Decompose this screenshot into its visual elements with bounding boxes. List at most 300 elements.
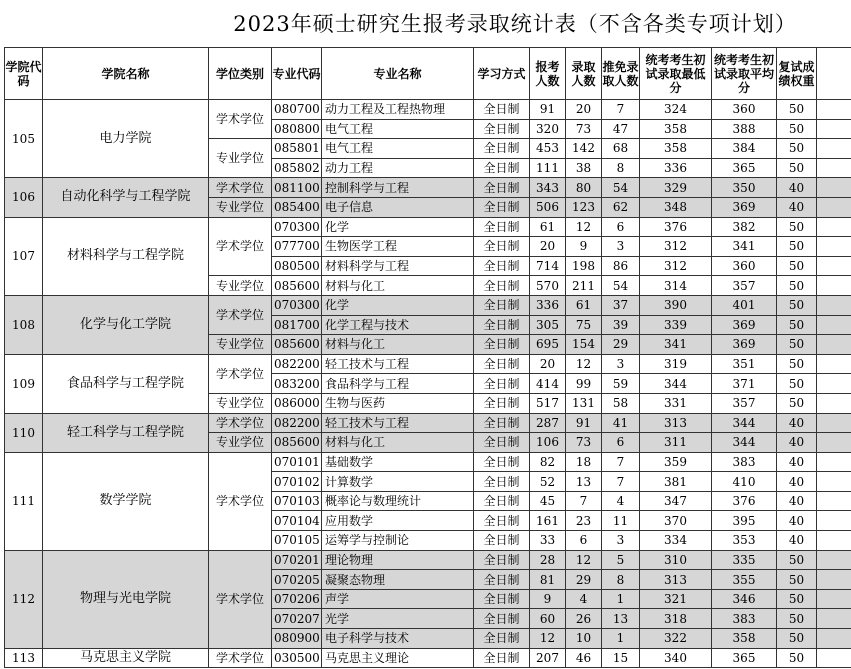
avg-score-cell: 346 bbox=[712, 589, 777, 609]
exempt-cell: 47 bbox=[602, 119, 640, 139]
college-code-cell: 107 bbox=[5, 217, 43, 295]
header-row bbox=[5, 48, 851, 100]
exempt-cell: 1 bbox=[602, 629, 640, 649]
exempt-cell: 6 bbox=[602, 433, 640, 453]
min-score-cell: 329 bbox=[640, 178, 712, 198]
study-mode-cell: 全日制 bbox=[474, 609, 530, 629]
avg-score-cell: 383 bbox=[712, 609, 777, 629]
major-code-cell: 070102 bbox=[272, 472, 322, 492]
avg-score-cell: 383 bbox=[712, 452, 777, 472]
avg-score-cell: 358 bbox=[712, 629, 777, 649]
exempt-cell: 7 bbox=[602, 452, 640, 472]
major-name-cell: 化学 bbox=[322, 295, 474, 315]
extra-cell bbox=[817, 100, 851, 120]
exempt-cell: 3 bbox=[602, 354, 640, 374]
degree-type-cell: 专业学位 bbox=[209, 197, 272, 217]
major-code-cell: 070205 bbox=[272, 570, 322, 590]
extra-cell bbox=[817, 629, 851, 649]
extra-cell bbox=[817, 531, 851, 551]
college-name-cell: 电力学院 bbox=[43, 100, 209, 178]
exempt-cell: 6 bbox=[602, 217, 640, 237]
extra-cell bbox=[817, 119, 851, 139]
major-code-cell: 070300 bbox=[272, 295, 322, 315]
avg-score-cell: 357 bbox=[712, 276, 777, 296]
study-mode-cell: 全日制 bbox=[474, 295, 530, 315]
major-code-cell: 070101 bbox=[272, 452, 322, 472]
applicants-cell: 61 bbox=[530, 217, 566, 237]
exempt-cell: 68 bbox=[602, 139, 640, 159]
exempt-cell: 62 bbox=[602, 197, 640, 217]
table-row bbox=[5, 648, 851, 668]
retest-weight-cell: 50 bbox=[777, 609, 817, 629]
admitted-cell: 46 bbox=[566, 648, 602, 668]
degree-type-cell: 学术学位 bbox=[209, 217, 272, 276]
major-name-cell: 材料与化工 bbox=[322, 433, 474, 453]
study-mode-cell: 全日制 bbox=[474, 237, 530, 257]
min-score-cell: 321 bbox=[640, 589, 712, 609]
major-code-cell: 083200 bbox=[272, 374, 322, 394]
avg-score-cell: 351 bbox=[712, 354, 777, 374]
extra-cell bbox=[817, 393, 851, 413]
study-mode-cell: 全日制 bbox=[474, 178, 530, 198]
exempt-cell: 86 bbox=[602, 256, 640, 276]
extra-cell bbox=[817, 256, 851, 276]
avg-score-cell: 384 bbox=[712, 139, 777, 159]
table-row bbox=[5, 452, 851, 472]
study-mode-cell: 全日制 bbox=[474, 393, 530, 413]
applicants-cell: 33 bbox=[530, 531, 566, 551]
college-code-cell: 112 bbox=[5, 550, 43, 648]
header-major-name: 专业名称 bbox=[322, 48, 474, 100]
exempt-cell: 4 bbox=[602, 491, 640, 511]
study-mode-cell: 全日制 bbox=[474, 315, 530, 335]
degree-type-cell: 专业学位 bbox=[209, 139, 272, 178]
min-score-cell: 310 bbox=[640, 550, 712, 570]
applicants-cell: 453 bbox=[530, 139, 566, 159]
header-college-name: 学院名称 bbox=[43, 48, 209, 100]
study-mode-cell: 全日制 bbox=[474, 472, 530, 492]
min-score-cell: 381 bbox=[640, 472, 712, 492]
major-name-cell: 电子信息 bbox=[322, 197, 474, 217]
avg-score-cell: 382 bbox=[712, 217, 777, 237]
college-name-cell: 物理与光电学院 bbox=[43, 550, 209, 648]
college-name-cell: 自动化科学与工程学院 bbox=[43, 178, 209, 217]
study-mode-cell: 全日制 bbox=[474, 374, 530, 394]
exempt-cell: 39 bbox=[602, 315, 640, 335]
admitted-cell: 198 bbox=[566, 256, 602, 276]
major-code-cell: 085801 bbox=[272, 139, 322, 159]
header-applicants: 报考人数 bbox=[530, 48, 566, 100]
college-code-cell: 108 bbox=[5, 295, 43, 354]
table-row bbox=[5, 178, 851, 198]
header-retest-weight: 复试成绩权重 bbox=[777, 48, 817, 100]
major-code-cell: 082200 bbox=[272, 413, 322, 433]
major-name-cell: 概率论与数理统计 bbox=[322, 491, 474, 511]
major-code-cell: 085600 bbox=[272, 335, 322, 355]
major-name-cell: 生物医学工程 bbox=[322, 237, 474, 257]
college-name-cell: 数学学院 bbox=[43, 452, 209, 550]
degree-type-cell: 专业学位 bbox=[209, 276, 272, 296]
avg-score-cell: 357 bbox=[712, 393, 777, 413]
min-score-cell: 319 bbox=[640, 354, 712, 374]
retest-weight-cell: 50 bbox=[777, 629, 817, 649]
major-code-cell: 080900 bbox=[272, 629, 322, 649]
major-name-cell: 计算数学 bbox=[322, 472, 474, 492]
admitted-cell: 142 bbox=[566, 139, 602, 159]
major-code-cell: 070300 bbox=[272, 217, 322, 237]
exempt-cell: 58 bbox=[602, 393, 640, 413]
major-code-cell: 070104 bbox=[272, 511, 322, 531]
major-name-cell: 化学工程与技术 bbox=[322, 315, 474, 335]
major-name-cell: 材料科学与工程 bbox=[322, 256, 474, 276]
header-college-code: 学院代码 bbox=[5, 48, 43, 100]
admitted-cell: 13 bbox=[566, 472, 602, 492]
college-code-cell: 111 bbox=[5, 452, 43, 550]
retest-weight-cell: 50 bbox=[777, 335, 817, 355]
major-code-cell: 070105 bbox=[272, 531, 322, 551]
study-mode-cell: 全日制 bbox=[474, 491, 530, 511]
retest-weight-cell: 50 bbox=[777, 393, 817, 413]
avg-score-cell: 353 bbox=[712, 531, 777, 551]
avg-score-cell: 369 bbox=[712, 315, 777, 335]
avg-score-cell: 335 bbox=[712, 550, 777, 570]
applicants-cell: 343 bbox=[530, 178, 566, 198]
min-score-cell: 318 bbox=[640, 609, 712, 629]
extra-cell bbox=[817, 648, 851, 668]
degree-type-cell: 专业学位 bbox=[209, 335, 272, 355]
min-score-cell: 312 bbox=[640, 256, 712, 276]
admitted-cell: 23 bbox=[566, 511, 602, 531]
admitted-cell: 12 bbox=[566, 354, 602, 374]
major-name-cell: 应用数学 bbox=[322, 511, 474, 531]
min-score-cell: 322 bbox=[640, 629, 712, 649]
major-code-cell: 077700 bbox=[272, 237, 322, 257]
major-name-cell: 马克思主义理论 bbox=[322, 648, 474, 668]
retest-weight-cell: 50 bbox=[777, 570, 817, 590]
min-score-cell: 324 bbox=[640, 100, 712, 120]
avg-score-cell: 395 bbox=[712, 511, 777, 531]
extra-cell bbox=[817, 491, 851, 511]
applicants-cell: 714 bbox=[530, 256, 566, 276]
major-name-cell: 电气工程 bbox=[322, 119, 474, 139]
admitted-cell: 9 bbox=[566, 237, 602, 257]
min-score-cell: 358 bbox=[640, 119, 712, 139]
extra-cell bbox=[817, 511, 851, 531]
extra-cell bbox=[817, 354, 851, 374]
exempt-cell: 3 bbox=[602, 531, 640, 551]
min-score-cell: 348 bbox=[640, 197, 712, 217]
avg-score-cell: 365 bbox=[712, 158, 777, 178]
applicants-cell: 28 bbox=[530, 550, 566, 570]
header-exempt: 推免录取人数 bbox=[602, 48, 640, 100]
admitted-cell: 131 bbox=[566, 393, 602, 413]
major-code-cell: 080700 bbox=[272, 100, 322, 120]
table-row bbox=[5, 217, 851, 237]
min-score-cell: 341 bbox=[640, 335, 712, 355]
avg-score-cell: 369 bbox=[712, 197, 777, 217]
college-name-cell: 食品科学与工程学院 bbox=[43, 354, 209, 413]
major-name-cell: 运筹学与控制论 bbox=[322, 531, 474, 551]
major-name-cell: 电气工程 bbox=[322, 139, 474, 159]
admitted-cell: 75 bbox=[566, 315, 602, 335]
avg-score-cell: 360 bbox=[712, 256, 777, 276]
min-score-cell: 340 bbox=[640, 648, 712, 668]
exempt-cell: 54 bbox=[602, 178, 640, 198]
applicants-cell: 570 bbox=[530, 276, 566, 296]
avg-score-cell: 376 bbox=[712, 491, 777, 511]
min-score-cell: 347 bbox=[640, 491, 712, 511]
applicants-cell: 695 bbox=[530, 335, 566, 355]
applicants-cell: 336 bbox=[530, 295, 566, 315]
major-code-cell: 086000 bbox=[272, 393, 322, 413]
extra-cell bbox=[817, 452, 851, 472]
retest-weight-cell: 40 bbox=[777, 413, 817, 433]
major-code-cell: 070103 bbox=[272, 491, 322, 511]
min-score-cell: 339 bbox=[640, 315, 712, 335]
study-mode-cell: 全日制 bbox=[474, 648, 530, 668]
retest-weight-cell: 50 bbox=[777, 139, 817, 159]
avg-score-cell: 355 bbox=[712, 570, 777, 590]
applicants-cell: 506 bbox=[530, 197, 566, 217]
retest-weight-cell: 40 bbox=[777, 452, 817, 472]
applicants-cell: 517 bbox=[530, 393, 566, 413]
study-mode-cell: 全日制 bbox=[474, 550, 530, 570]
applicants-cell: 305 bbox=[530, 315, 566, 335]
avg-score-cell: 344 bbox=[712, 433, 777, 453]
study-mode-cell: 全日制 bbox=[474, 276, 530, 296]
major-name-cell: 材料与化工 bbox=[322, 276, 474, 296]
degree-type-cell: 学术学位 bbox=[209, 452, 272, 550]
college-name-cell: 轻工科学与工程学院 bbox=[43, 413, 209, 452]
retest-weight-cell: 50 bbox=[777, 256, 817, 276]
applicants-cell: 82 bbox=[530, 452, 566, 472]
applicants-cell: 414 bbox=[530, 374, 566, 394]
college-name-cell: 材料科学与工程学院 bbox=[43, 217, 209, 295]
applicants-cell: 91 bbox=[530, 100, 566, 120]
admitted-cell: 61 bbox=[566, 295, 602, 315]
table-row bbox=[5, 550, 851, 570]
retest-weight-cell: 50 bbox=[777, 589, 817, 609]
exempt-cell: 41 bbox=[602, 413, 640, 433]
extra-cell bbox=[817, 335, 851, 355]
header-min-score: 统考考生初试录取最低分 bbox=[640, 48, 712, 100]
exempt-cell: 54 bbox=[602, 276, 640, 296]
admitted-cell: 211 bbox=[566, 276, 602, 296]
min-score-cell: 311 bbox=[640, 433, 712, 453]
retest-weight-cell: 40 bbox=[777, 178, 817, 198]
college-name-cell: 马克思主义学院 bbox=[43, 648, 209, 668]
admitted-cell: 12 bbox=[566, 550, 602, 570]
study-mode-cell: 全日制 bbox=[474, 511, 530, 531]
study-mode-cell: 全日制 bbox=[474, 354, 530, 374]
admitted-cell: 20 bbox=[566, 100, 602, 120]
major-code-cell: 085400 bbox=[272, 197, 322, 217]
applicants-cell: 320 bbox=[530, 119, 566, 139]
study-mode-cell: 全日制 bbox=[474, 217, 530, 237]
admitted-cell: 91 bbox=[566, 413, 602, 433]
min-score-cell: 376 bbox=[640, 217, 712, 237]
major-name-cell: 理论物理 bbox=[322, 550, 474, 570]
college-code-cell: 113 bbox=[5, 648, 43, 668]
min-score-cell: 358 bbox=[640, 139, 712, 159]
admitted-cell: 154 bbox=[566, 335, 602, 355]
extra-cell bbox=[817, 374, 851, 394]
table-row bbox=[5, 354, 851, 374]
degree-type-cell: 专业学位 bbox=[209, 433, 272, 453]
college-code-cell: 105 bbox=[5, 100, 43, 178]
major-name-cell: 控制科学与工程 bbox=[322, 178, 474, 198]
degree-type-cell: 专业学位 bbox=[209, 393, 272, 413]
college-code-cell: 109 bbox=[5, 354, 43, 413]
major-code-cell: 081700 bbox=[272, 315, 322, 335]
college-code-cell: 106 bbox=[5, 178, 43, 217]
exempt-cell: 7 bbox=[602, 472, 640, 492]
page-title: 2023年硕士研究生报考录取统计表（不含各类专项计划） bbox=[233, 12, 797, 36]
study-mode-cell: 全日制 bbox=[474, 589, 530, 609]
major-code-cell: 070206 bbox=[272, 589, 322, 609]
admitted-cell: 80 bbox=[566, 178, 602, 198]
extra-cell bbox=[817, 237, 851, 257]
exempt-cell: 11 bbox=[602, 511, 640, 531]
avg-score-cell: 401 bbox=[712, 295, 777, 315]
min-score-cell: 313 bbox=[640, 570, 712, 590]
retest-weight-cell: 50 bbox=[777, 100, 817, 120]
extra-cell bbox=[817, 570, 851, 590]
exempt-cell: 8 bbox=[602, 570, 640, 590]
extra-cell bbox=[817, 472, 851, 492]
extra-cell bbox=[817, 276, 851, 296]
admitted-cell: 6 bbox=[566, 531, 602, 551]
study-mode-cell: 全日制 bbox=[474, 100, 530, 120]
major-code-cell: 082200 bbox=[272, 354, 322, 374]
retest-weight-cell: 40 bbox=[777, 433, 817, 453]
avg-score-cell: 410 bbox=[712, 472, 777, 492]
major-code-cell: 030500 bbox=[272, 648, 322, 668]
admitted-cell: 123 bbox=[566, 197, 602, 217]
retest-weight-cell: 50 bbox=[777, 276, 817, 296]
table-row bbox=[5, 413, 851, 433]
degree-type-cell: 学术学位 bbox=[209, 354, 272, 393]
exempt-cell: 13 bbox=[602, 609, 640, 629]
retest-weight-cell: 50 bbox=[777, 158, 817, 178]
college-code-cell: 110 bbox=[5, 413, 43, 452]
min-score-cell: 336 bbox=[640, 158, 712, 178]
admitted-cell: 12 bbox=[566, 217, 602, 237]
min-score-cell: 313 bbox=[640, 413, 712, 433]
retest-weight-cell: 40 bbox=[777, 491, 817, 511]
extra-cell bbox=[817, 139, 851, 159]
major-name-cell: 轻工技术与工程 bbox=[322, 354, 474, 374]
extra-cell bbox=[817, 589, 851, 609]
degree-type-cell: 学术学位 bbox=[209, 178, 272, 198]
study-mode-cell: 全日制 bbox=[474, 197, 530, 217]
study-mode-cell: 全日制 bbox=[474, 139, 530, 159]
admitted-cell: 26 bbox=[566, 609, 602, 629]
admitted-cell: 73 bbox=[566, 433, 602, 453]
applicants-cell: 106 bbox=[530, 433, 566, 453]
retest-weight-cell: 50 bbox=[777, 217, 817, 237]
retest-weight-cell: 50 bbox=[777, 648, 817, 668]
major-name-cell: 基础数学 bbox=[322, 452, 474, 472]
degree-type-cell: 学术学位 bbox=[209, 413, 272, 433]
retest-weight-cell: 40 bbox=[777, 531, 817, 551]
major-name-cell: 动力工程及工程热物理 bbox=[322, 100, 474, 120]
retest-weight-cell: 50 bbox=[777, 374, 817, 394]
avg-score-cell: 344 bbox=[712, 413, 777, 433]
extra-cell bbox=[817, 433, 851, 453]
study-mode-cell: 全日制 bbox=[474, 256, 530, 276]
header-avg-score: 统考考生初试录取平均分 bbox=[712, 48, 777, 100]
retest-weight-cell: 40 bbox=[777, 511, 817, 531]
extra-cell bbox=[817, 413, 851, 433]
exempt-cell: 1 bbox=[602, 589, 640, 609]
study-mode-cell: 全日制 bbox=[474, 119, 530, 139]
degree-type-cell: 学术学位 bbox=[209, 100, 272, 139]
admitted-cell: 18 bbox=[566, 452, 602, 472]
major-code-cell: 085802 bbox=[272, 158, 322, 178]
extra-cell bbox=[817, 197, 851, 217]
header-extra bbox=[817, 48, 851, 100]
applicants-cell: 45 bbox=[530, 491, 566, 511]
applicants-cell: 12 bbox=[530, 629, 566, 649]
avg-score-cell: 369 bbox=[712, 335, 777, 355]
applicants-cell: 287 bbox=[530, 413, 566, 433]
admitted-cell: 29 bbox=[566, 570, 602, 590]
exempt-cell: 3 bbox=[602, 237, 640, 257]
avg-score-cell: 350 bbox=[712, 178, 777, 198]
college-name-cell: 化学与化工学院 bbox=[43, 295, 209, 354]
extra-cell bbox=[817, 178, 851, 198]
exempt-cell: 37 bbox=[602, 295, 640, 315]
header-study-mode: 学习方式 bbox=[474, 48, 530, 100]
min-score-cell: 390 bbox=[640, 295, 712, 315]
header-major-code: 专业代码 bbox=[272, 48, 322, 100]
major-code-cell: 080500 bbox=[272, 256, 322, 276]
exempt-cell: 8 bbox=[602, 158, 640, 178]
study-mode-cell: 全日制 bbox=[474, 452, 530, 472]
study-mode-cell: 全日制 bbox=[474, 629, 530, 649]
applicants-cell: 20 bbox=[530, 237, 566, 257]
retest-weight-cell: 50 bbox=[777, 354, 817, 374]
extra-cell bbox=[817, 550, 851, 570]
major-code-cell: 085600 bbox=[272, 433, 322, 453]
major-name-cell: 生物与医药 bbox=[322, 393, 474, 413]
retest-weight-cell: 50 bbox=[777, 550, 817, 570]
retest-weight-cell: 50 bbox=[777, 315, 817, 335]
retest-weight-cell: 50 bbox=[777, 237, 817, 257]
major-name-cell: 材料与化工 bbox=[322, 335, 474, 355]
retest-weight-cell: 50 bbox=[777, 119, 817, 139]
exempt-cell: 29 bbox=[602, 335, 640, 355]
major-code-cell: 080800 bbox=[272, 119, 322, 139]
degree-type-cell: 学术学位 bbox=[209, 295, 272, 334]
major-name-cell: 电子科学与技术 bbox=[322, 629, 474, 649]
min-score-cell: 312 bbox=[640, 237, 712, 257]
extra-cell bbox=[817, 158, 851, 178]
degree-type-cell: 学术学位 bbox=[209, 550, 272, 648]
study-mode-cell: 全日制 bbox=[474, 335, 530, 355]
header-admitted: 录取人数 bbox=[566, 48, 602, 100]
table-row bbox=[5, 100, 851, 120]
admitted-cell: 10 bbox=[566, 629, 602, 649]
admitted-cell: 99 bbox=[566, 374, 602, 394]
applicants-cell: 52 bbox=[530, 472, 566, 492]
retest-weight-cell: 40 bbox=[777, 197, 817, 217]
extra-cell bbox=[817, 217, 851, 237]
applicants-cell: 81 bbox=[530, 570, 566, 590]
study-mode-cell: 全日制 bbox=[474, 531, 530, 551]
applicants-cell: 111 bbox=[530, 158, 566, 178]
